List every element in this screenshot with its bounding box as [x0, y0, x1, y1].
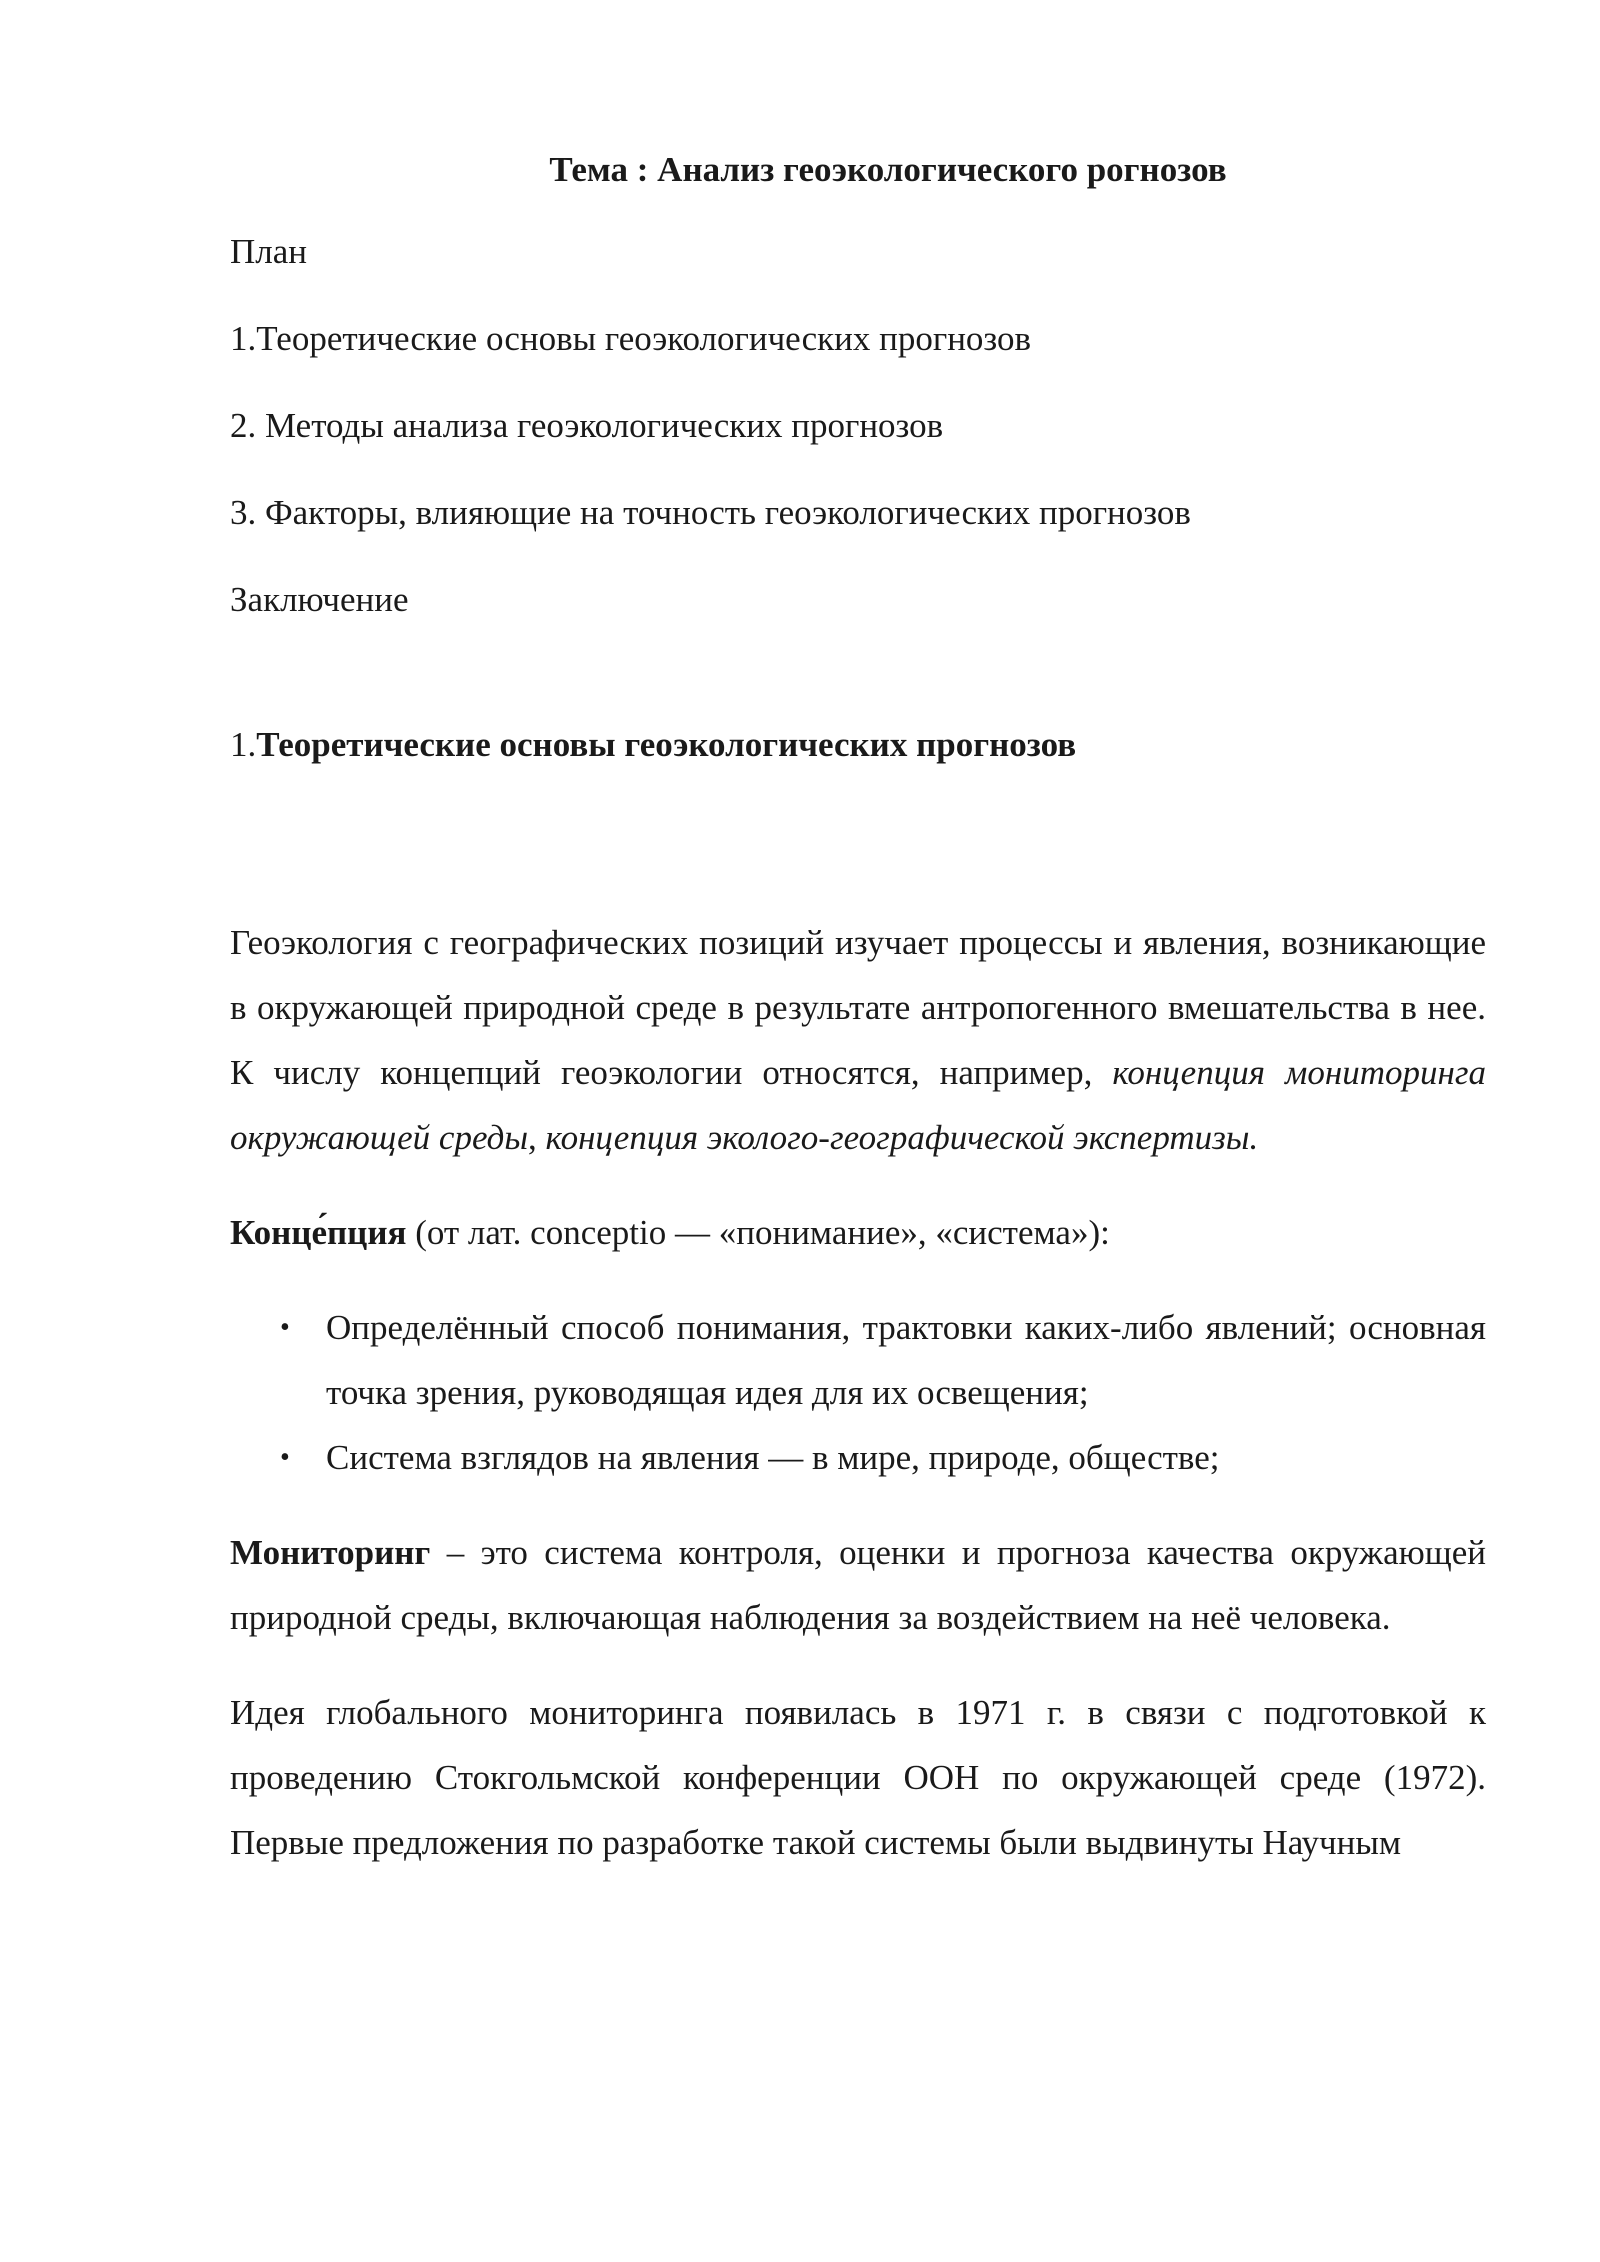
list-item — [230, 1425, 1486, 1490]
list-item — [230, 1295, 1486, 1425]
plan-heading: План — [230, 232, 308, 271]
section-1-number: 1. — [230, 725, 257, 764]
page-content — [230, 150, 1486, 1875]
bullet-text-1: Определённый способ понимания, трактовки каких-либо явлений; основная точка зрения, руководящая идея для их освещения; — [326, 1308, 1486, 1412]
geoecology-text: Геоэкология с географических позиций изучает процессы и явления, возникающие в окружающей природной среде в результате антропогенного вмешательства в нее. К числу концепций геоэкологии относятся, например, — [230, 923, 1486, 1092]
monitoring-text: – это система контроля, оценки и прогноза качества окружающей природной среды, включающая наблюдения за воздействием на неё человека. — [230, 1533, 1486, 1637]
global-monitoring-paragraph: Идея глобального мониторинга появилась в 1971 г. в связи с подготовкой к проведению Стокгольмской конференции ООН по окружающей среде (1972). Первые предложения по разработке такой системы были выдвинуты Научным — [230, 1693, 1486, 1862]
monitoring-term: Мониторинг — [230, 1533, 431, 1572]
bullet-text-2: Система взглядов на явления — в мире, природе, обществе; — [326, 1438, 1220, 1477]
bullet-icon: • — [280, 1442, 290, 1473]
concept-bullet-list — [230, 1295, 1486, 1490]
plan-item-3: 3. Факторы, влияющие на точность геоэкологических прогнозов — [230, 493, 1191, 532]
section-1-title: Теоретические основы геоэкологических прогнозов — [256, 725, 1077, 764]
expertise-concept-italic: концепция эколого-географической экспертизы. — [545, 1118, 1259, 1157]
plan-item-1: 1.Теоретические основы геоэкологических прогнозов — [230, 319, 1032, 358]
paragraph-separator: , — [528, 1118, 546, 1157]
plan-item-conclusion: Заключение — [230, 580, 409, 619]
concept-term: Конце́пция — [230, 1213, 407, 1252]
document-title: Тема : Анализ геоэкологического рогнозов — [549, 150, 1227, 189]
concept-etymology: (от лат. conceptio — «понимание», «система»): — [406, 1213, 1110, 1252]
bullet-icon: • — [280, 1312, 290, 1343]
section-1-heading — [230, 725, 1486, 765]
monitoring-concept-italic: концепция мониторинга окружающей среды — [230, 1053, 1487, 1157]
concept-definition — [230, 1200, 1486, 1265]
plan-item-2: 2. Методы анализа геоэкологических прогнозов — [230, 406, 944, 445]
monitoring-definition — [230, 1520, 1486, 1650]
geoecology-paragraph — [230, 910, 1486, 1170]
